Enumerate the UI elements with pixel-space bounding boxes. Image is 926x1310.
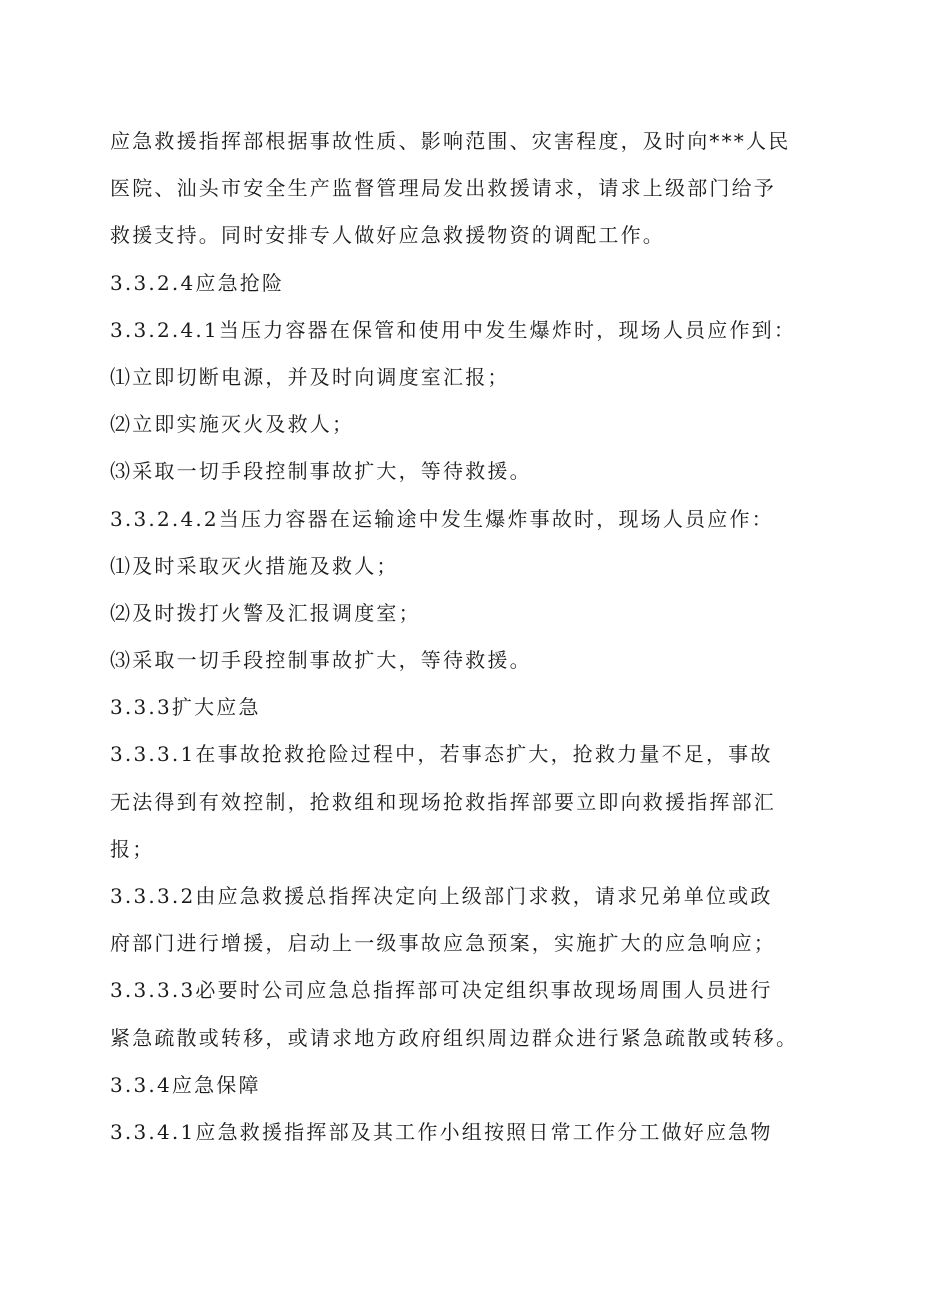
list-item: ⑶采取一切手段控制事故扩大，等待救援。	[110, 459, 532, 484]
section-heading: 3.3.3扩大应急	[110, 695, 261, 720]
list-item: ⑵立即实施灭火及救人；	[110, 412, 355, 437]
section-heading: 3.3.4应急保障	[110, 1072, 261, 1097]
text-line: 3.3.4.1应急救援指挥部及其工作小组按照日常工作分工做好应急物	[110, 1119, 773, 1144]
text-line: 报；	[110, 836, 155, 861]
text-line: 救援支持。同时安排专人做好应急救援物资的调配工作。	[110, 223, 665, 248]
text-line: 医院、汕头市安全生产监督管理局发出救援请求，请求上级部门给予	[110, 176, 776, 201]
text-line: 应急救援指挥部根据事故性质、影响范围、灾害程度，及时向***人民	[110, 129, 791, 153]
list-item: ⑶采取一切手段控制事故扩大，等待救援。	[110, 648, 532, 673]
text-line: 3.3.3.1在事故抢救抢险过程中，若事态扩大，抢救力量不足，事故	[110, 742, 773, 767]
section-heading: 3.3.2.4应急抢险	[110, 270, 285, 295]
text-line: 3.3.3.2由应急救援总指挥决定向上级部门求救，请求兄弟单位或政	[110, 884, 773, 908]
text-line: 府部门进行增援，启动上一级事故应急预案，实施扩大的应急响应；	[110, 931, 776, 956]
text-line: 紧急疏散或转移，或请求地方政府组织周边群众进行紧急疏散或转移。	[110, 1025, 799, 1050]
text-line: 无法得到有效控制，抢救组和现场抢救指挥部要立即向救援指挥部汇	[110, 789, 776, 814]
text-line: 3.3.3.3必要时公司应急总指挥部可决定组织事故现场周围人员进行	[110, 978, 773, 1003]
document-body	[110, 118, 826, 1156]
list-item: ⑴立即切断电源，并及时向调度室汇报；	[110, 364, 510, 389]
text-line: 3.3.2.4.2当压力容器在运输途中发生爆炸事故时，现场人员应作：	[110, 506, 774, 531]
text-line: 3.3.2.4.1当压力容器在保管和使用中发生爆炸时，现场人员应作到：	[110, 317, 797, 342]
list-item: ⑵及时拨打火警及汇报调度室；	[110, 600, 421, 625]
list-item: ⑴及时采取灭火措施及救人；	[110, 553, 399, 578]
